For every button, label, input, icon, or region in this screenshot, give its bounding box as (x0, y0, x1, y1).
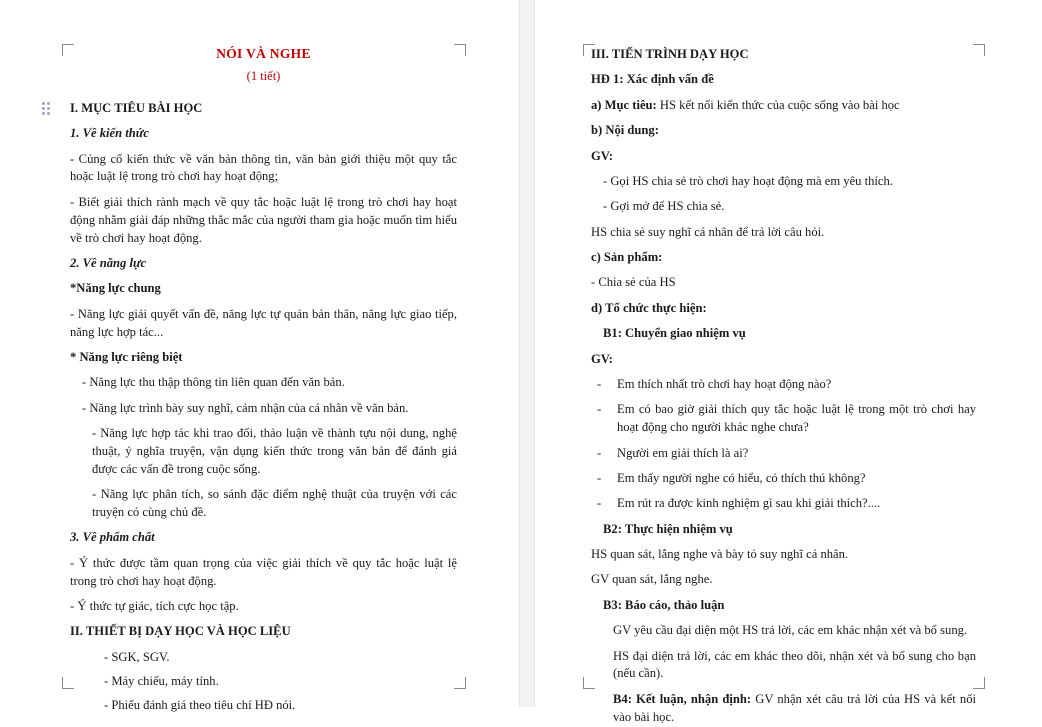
paragraph-text: HS kết nối kiến thức của cuộc sống vào bài học (656, 97, 900, 112)
step-heading: B1: Chuyển giao nhiệm vụ (603, 326, 746, 341)
section-subheading: * Năng lực riêng biệt (70, 349, 183, 364)
list-item (591, 401, 976, 437)
dash-bullet-icon: - (597, 496, 602, 511)
step-heading: B3: Báo cáo, thảo luận (603, 597, 725, 612)
document-page-right (535, 0, 1042, 724)
list-item: - Năng lực phân tích, so sánh đặc điểm nghệ thuật của truyện với các truyện có cùng chủ đề. (92, 487, 457, 519)
body-paragraph: - Năng lực giải quyết vấn đề, năng lực tự quản bản thân, năng lực giao tiếp, năng lực hợp tác... (70, 306, 457, 339)
section-heading: II. THIẾT BỊ DẠY HỌC VÀ HỌC LIỆU (70, 624, 291, 639)
section-subheading: c) Sản phẩm: (591, 250, 663, 264)
body-paragraph: GV quan sát, lắng nghe. (591, 572, 713, 587)
dash-bullet-icon: - (597, 445, 602, 460)
section-subheading: 2. Về năng lực (70, 255, 147, 270)
list-item (591, 470, 976, 488)
section-subheading: GV: (591, 148, 613, 163)
section-subheading: GV: (591, 351, 613, 366)
list-item (591, 445, 976, 463)
list-item (591, 376, 976, 394)
list-item: - Năng lực trình bày suy nghĩ, cảm nhận của cá nhân về văn bản. (82, 400, 409, 415)
crop-mark-bottom-left-icon (62, 677, 74, 689)
list-item: - Gọi HS chia sẻ trò chơi hay hoạt động mà em yêu thích. (603, 173, 893, 188)
body-paragraph: HS đại diện trả lời, các em khác theo dõi, nhận xét và bổ sung cho bạn (nếu cần). (613, 648, 976, 681)
paragraph-lead: B4: Kết luận, nhận định: (613, 691, 752, 706)
crop-mark-bottom-right-icon (454, 677, 466, 689)
list-item-label: Người em giải thích là ai? (617, 445, 749, 460)
section-heading: I. MỤC TIÊU BÀI HỌC (70, 100, 203, 115)
drag-handle-icon[interactable] (42, 102, 50, 118)
body-paragraph: HS quan sát, lắng nghe và bày tỏ suy nghĩ cá nhân. (591, 547, 849, 561)
list-item: - Năng lực thu thập thông tin liên quan đến văn bản. (82, 375, 345, 390)
list-item: - Máy chiếu, máy tính. (104, 673, 219, 688)
section-subheading: HĐ 1: Xác định vấn đề (591, 72, 714, 87)
page-gutter (519, 0, 535, 707)
list-item-label: Em thấy người nghe có hiểu, có thích thú không? (617, 470, 866, 485)
crop-mark-top-right-icon (454, 44, 466, 56)
list-item: - Gợi mở để HS chia sẻ. (603, 199, 725, 214)
list-item: - SGK, SGV. (104, 649, 170, 664)
crop-mark-bottom-right-icon (973, 677, 985, 689)
body-paragraph (591, 97, 976, 115)
list-item: - Năng lực hợp tác khi trao đổi, thảo luận về thành tựu nội dung, nghệ thuật, ý nghĩa truyện, vận dụng kiến thức trong văn bản để đánh giá được các vấn đề trong cuộc sống. (92, 426, 457, 476)
body-paragraph (591, 691, 976, 727)
list-item: - Phiếu đánh giá theo tiêu chí HĐ nói. (104, 697, 296, 712)
section-subheading: d) Tổ chức thực hiện: (591, 300, 707, 315)
step-heading: B2: Thực hiện nhiệm vụ (603, 521, 733, 536)
crop-mark-top-left-icon (62, 44, 74, 56)
body-paragraph: - Ý thức được tầm quan trọng của việc giải thích về quy tắc hoặc luật lệ trong trò chơi hay hoạt động. (70, 555, 457, 588)
page-subtitle: (1 tiết) (246, 69, 281, 83)
dash-bullet-icon: - (597, 376, 602, 391)
paragraph-text: GV nhận xét câu trả lời của HS và kết nối vào bài học. (613, 691, 976, 724)
paragraph-lead: a) Mục tiêu: (591, 97, 657, 112)
crop-mark-bottom-left-icon (583, 677, 595, 689)
body-paragraph: GV yêu cầu đại diện một HS trả lời, các em khác nhận xét và bổ sung. (613, 623, 968, 638)
page-title: NÓI VÀ NGHE (216, 46, 311, 61)
section-heading: III. TIẾN TRÌNH DẠY HỌC (591, 47, 749, 61)
body-paragraph: - Biết giải thích rành mạch về quy tắc hoặc luật lệ trong trò chơi hay hoạt động nhằm giải đáp những thắc mắc của người tham gia hoặc muốn tìm hiểu về trò chơi hay hoạt động. (70, 194, 457, 245)
section-subheading: 3. Về phẩm chất (70, 530, 155, 545)
list-item-label: Em thích nhất trò chơi hay hoạt động nào? (617, 376, 832, 391)
crop-mark-top-left-icon (583, 44, 595, 56)
document-page-left (0, 0, 519, 712)
section-subheading: 1. Về kiến thức (70, 126, 149, 141)
list-item-label: Em có bao giờ giải thích quy tắc hoặc luật lệ trong một trò chơi hay hoạt động cho người khác nghe chưa? (617, 402, 976, 435)
body-paragraph: - Ý thức tự giác, tích cực học tập. (70, 599, 239, 613)
dash-bullet-icon: - (597, 402, 602, 417)
list-item-label: Em rút ra được kinh nghiệm gì sau khi giải thích?.... (617, 496, 881, 511)
dash-bullet-icon: - (597, 470, 602, 485)
crop-mark-top-right-icon (973, 44, 985, 56)
body-paragraph: HS chia sẻ suy nghĩ cá nhân để trả lời câu hỏi. (591, 224, 825, 239)
list-item: - Chia sẻ của HS (591, 275, 676, 290)
section-subheading: b) Nội dung: (591, 123, 659, 138)
section-subheading: *Năng lực chung (70, 281, 161, 296)
body-paragraph: - Củng cố kiến thức về văn bản thông tin, văn bản giới thiệu một quy tắc hoặc luật lệ trong trò chơi hay hoạt động; (70, 151, 457, 184)
list-item (591, 495, 976, 513)
